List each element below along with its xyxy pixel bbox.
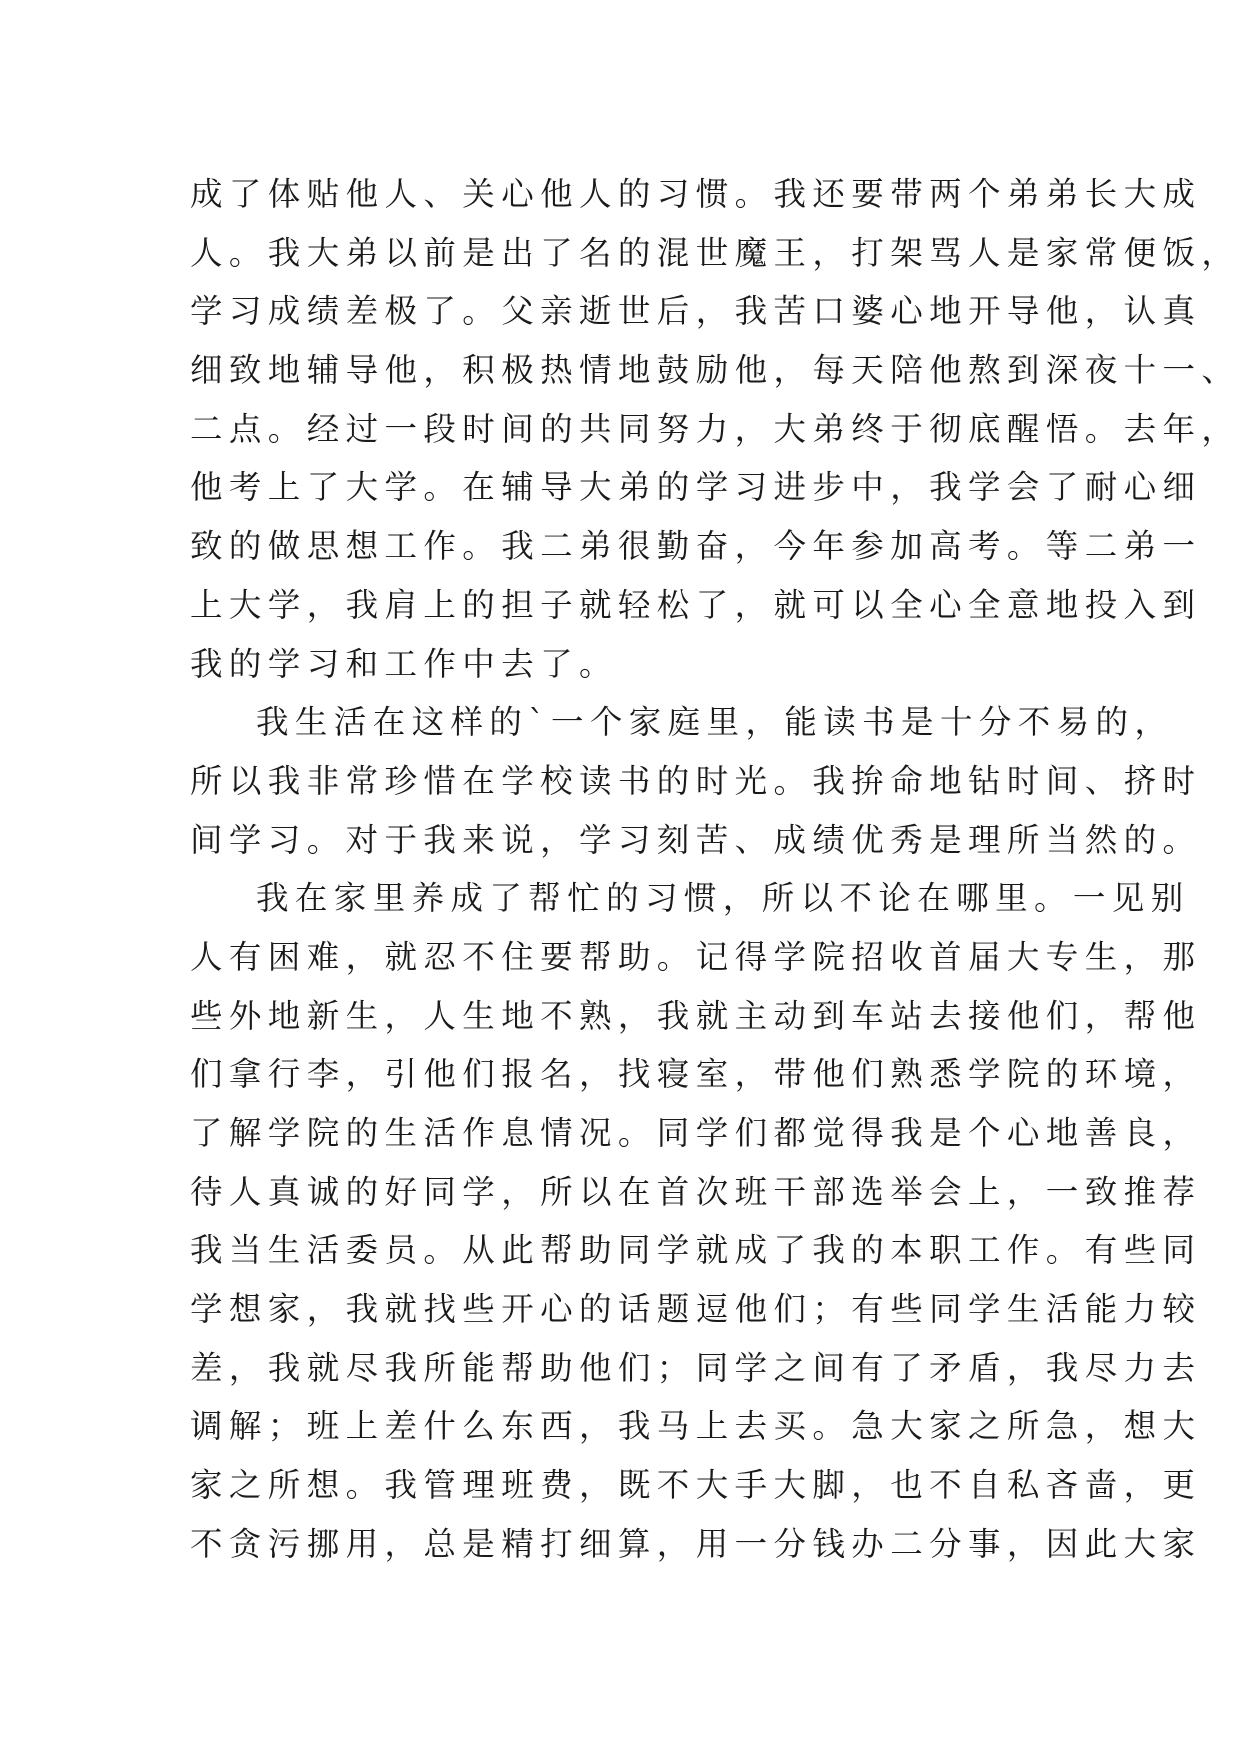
text-line: 学想家，我就找些开心的话题逗他们；有些同学生活能力较 bbox=[190, 1290, 1202, 1329]
text-line: 了解学院的生活作息情况。同学们都觉得我是个心地善良， bbox=[190, 1114, 1202, 1152]
body-text bbox=[190, 165, 1241, 1574]
text-line: 待人真诚的好同学，所以在首次班干部选举会上，一致推荐 bbox=[190, 1172, 1202, 1211]
text-line: 间学习。对于我来说，学习刻苦、成绩优秀是理所当然的。 bbox=[190, 820, 1202, 859]
text-line: 上大学，我肩上的担子就轻松了，就可以全心全意地投入到 bbox=[190, 585, 1202, 624]
text-line: 我的学习和工作中去了。 bbox=[190, 644, 618, 683]
paragraph-first-line: 我生活在这样的`一个家庭里，能读书是十分不易的， bbox=[256, 703, 1174, 742]
text-line: 成了体贴他人、关心他人的习惯。我还要带两个弟弟长大成 bbox=[190, 175, 1202, 213]
text-line: 他考上了大学。在辅导大弟的学习进步中，我学会了耐心细 bbox=[190, 468, 1202, 507]
text-line: 人有困难，就忍不住要帮助。记得学院招收首届大专生，那 bbox=[190, 937, 1202, 976]
text-line: 我当生活委员。从此帮助同学就成了我的本职工作。有些同 bbox=[190, 1231, 1202, 1270]
text-line: 些外地新生，人生地不熟，我就主动到车站去接他们，帮他 bbox=[190, 996, 1202, 1035]
text-line: 二点。经过一段时间的共同努力，大弟终于彻底醒悟。去年， bbox=[190, 409, 1241, 448]
text-line: 们拿行李，引他们报名，找寝室，带他们熟悉学院的环境， bbox=[190, 1055, 1202, 1094]
text-line: 差，我就尽我所能帮助他们；同学之间有了矛盾，我尽力去 bbox=[190, 1348, 1202, 1387]
text-line: 致的做思想工作。我二弟很勤奋，今年参加高考。等二弟一 bbox=[190, 527, 1202, 566]
text-line: 调解；班上差什么东西，我马上去买。急大家之所急，想大 bbox=[190, 1407, 1202, 1446]
text-line: 学习成绩差极了。父亲逝世后，我苦口婆心地开导他，认真 bbox=[190, 292, 1202, 331]
text-line: 人。我大弟以前是出了名的混世魔王，打架骂人是家常便饭， bbox=[190, 233, 1241, 272]
text-line: 不贪污挪用，总是精打细算，用一分钱办二分事，因此大家 bbox=[190, 1524, 1202, 1563]
paragraph-first-line: 我在家里养成了帮忙的习惯，所以不论在哪里。一见别 bbox=[256, 879, 1190, 918]
text-line: 所以我非常珍惜在学校读书的时光。我拚命地钻时间、挤时 bbox=[190, 761, 1202, 800]
text-line: 细致地辅导他，积极热情地鼓励他，每天陪他熬到深夜十一、 bbox=[190, 351, 1241, 390]
text-line: 家之所想。我管理班费，既不大手大脚，也不自私吝啬，更 bbox=[190, 1466, 1202, 1505]
